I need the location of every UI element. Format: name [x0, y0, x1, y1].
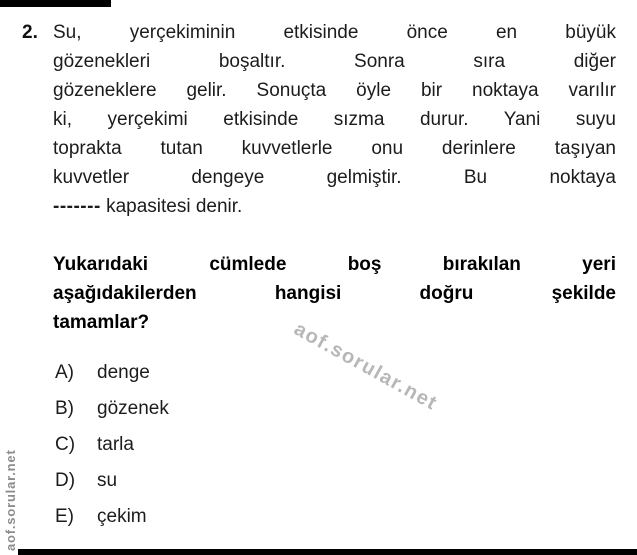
question-body — [53, 18, 616, 221]
option-letter: C) — [55, 434, 76, 455]
watermark-vertical: aof.sorular.net — [3, 449, 18, 551]
question-stem — [53, 250, 616, 337]
body-line: kuvvetler dengeye gelmiştir. Bu noktaya — [53, 167, 616, 188]
body-line: ki, yerçekimi etkisinde sızma durur. Yani suyu — [53, 109, 616, 130]
body-line: gözenekleri boşaltır. Sonra sıra diğer — [53, 51, 616, 72]
option-row-d — [55, 470, 169, 492]
body-line-blank — [53, 192, 616, 221]
body-line: toprakta tutan kuvvetlerle onu derinlere taşıyan — [53, 138, 616, 159]
stem-line: tamamlar? — [53, 312, 150, 333]
option-text: çekim — [97, 506, 147, 527]
option-letter: B) — [55, 398, 74, 419]
option-text: tarla — [97, 434, 134, 455]
scan-artifact-bar-bottom — [18, 549, 637, 555]
watermark-diagonal: aof.sorular.net — [290, 318, 442, 415]
option-text: gözenek — [97, 398, 169, 419]
option-row-e — [55, 506, 169, 528]
option-text: su — [97, 470, 118, 491]
option-row-a — [55, 362, 169, 384]
stem-line: aşağıdakilerden hangisi doğru şekilde — [53, 283, 616, 304]
question-number: 2. — [22, 22, 38, 43]
body-line: gözeneklere gelir. Sonuçta öyle bir noktaya varılır — [53, 80, 616, 101]
body-line: Su, yerçekiminin etkisinde önce en büyük — [53, 22, 616, 43]
option-row-c — [55, 434, 169, 456]
option-text: denge — [97, 362, 150, 383]
options-list — [55, 362, 169, 542]
scan-artifact-bar-top — [0, 0, 111, 7]
blank-rest: kapasitesi denir. — [106, 196, 243, 217]
option-letter: D) — [55, 470, 76, 491]
blank-dashes: ------- — [53, 196, 101, 217]
option-letter: E) — [55, 506, 74, 527]
option-letter: A) — [55, 362, 74, 383]
option-row-b — [55, 398, 169, 420]
stem-line: Yukarıdaki cümlede boş bırakılan yeri — [53, 254, 616, 275]
